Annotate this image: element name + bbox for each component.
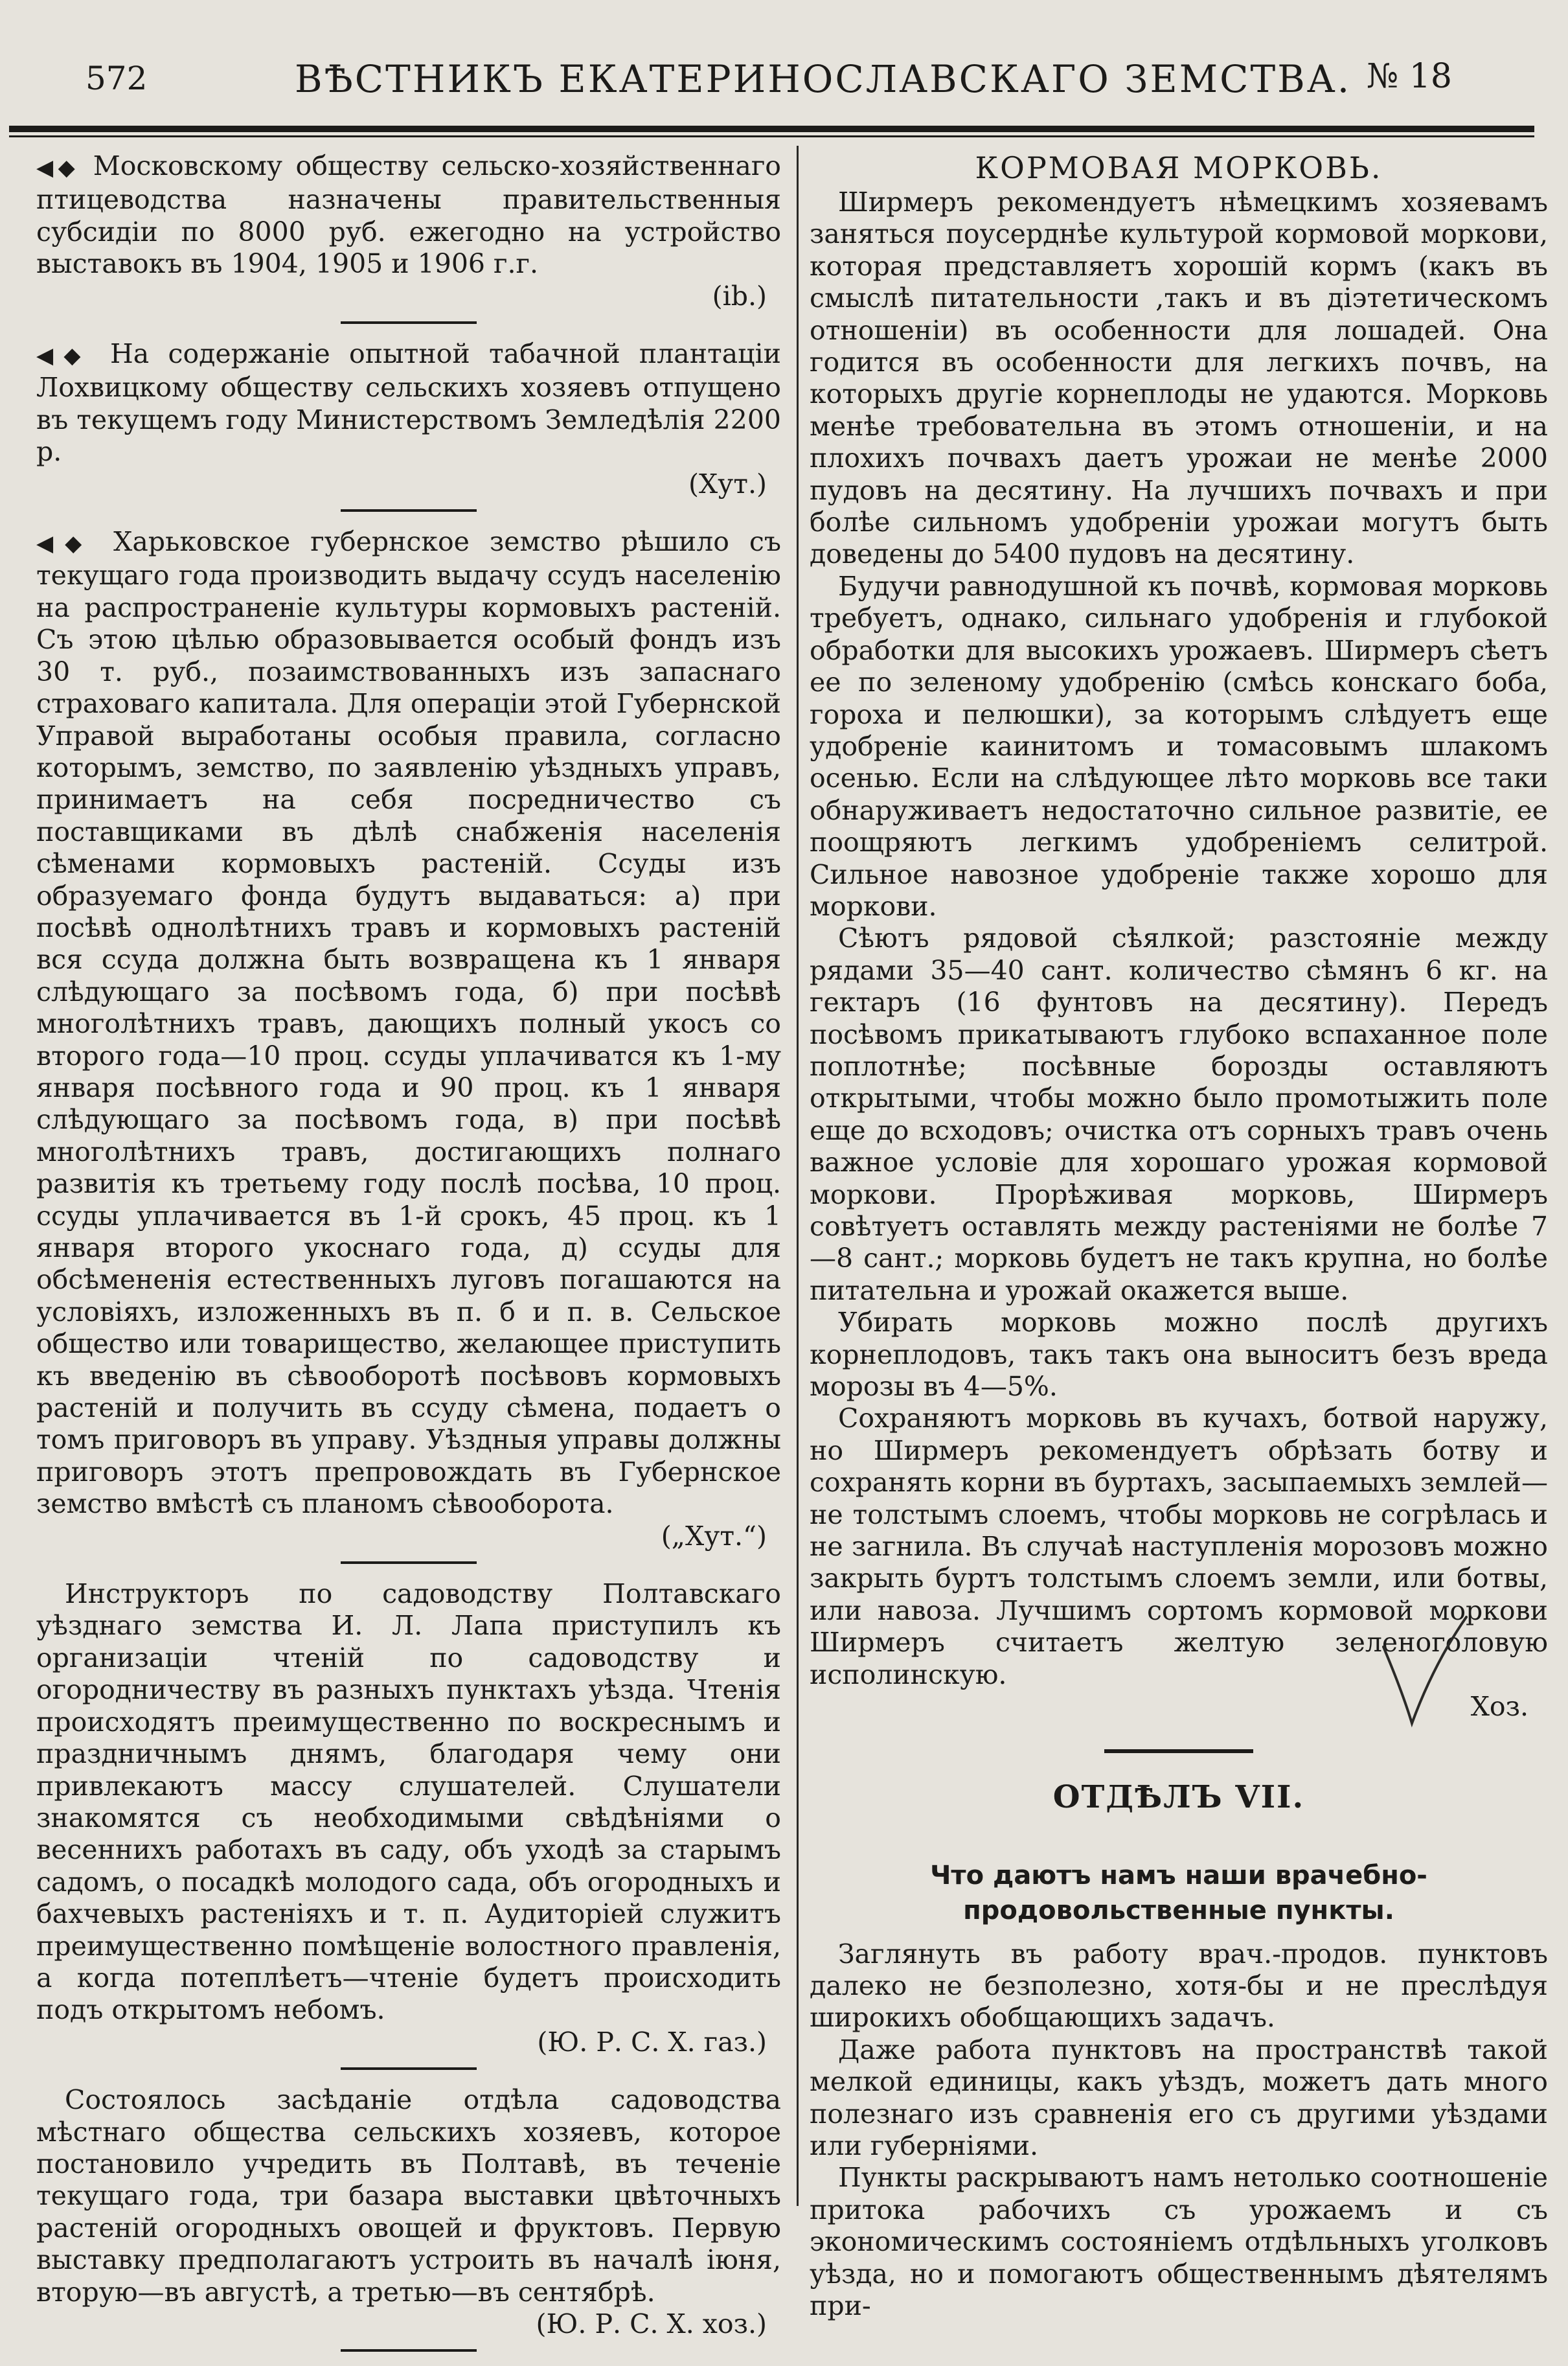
news-note [36, 526, 781, 1552]
pointing-hand-icon: ◀◆ [36, 531, 94, 557]
section-rule [1104, 1749, 1253, 1753]
paragraph-source: (Ю. Р. С. Х. хоз.) [536, 2308, 767, 2339]
subarticle-paragraph: Пункты раскрываютъ намъ нетолько соотношеніе притока рабочихъ съ урожаемъ и съ экономическимъ состояніемъ отдѣльныхъ уголковъ уѣзда, но и помогаютъ общественнымъ дѣятелямъ при- [810, 2162, 1548, 2321]
news-note [36, 338, 781, 500]
right-column [810, 150, 1548, 2322]
paragraph-text: Состоялось засѣданіе отдѣла садоводства мѣстнаго общества сельскихъ хозяевъ, которое постановило учредить въ Полтавѣ, въ теченіе текущаго года, три базара выставки цвѣточныхъ растеній огородныхъ овощей и фруктовъ. Первую выставку предполагаютъ устроить въ началѣ іюня, вторую—въ августѣ, а третью—въ сентябрѣ. [36, 2084, 781, 2308]
article-paragraph: Будучи равнодушной къ почвѣ, кормовая морковь требуетъ, однако, сильнаго удобренія и глубокой обработки для высокихъ урожаевъ. Ширмеръ сѣетъ ее по зеленому удобренію (смѣсь конскаго боба, гороха и пелюшки), за которымъ слѣдуетъ еще удобреніе каинитомъ и томасовымъ шлакомъ осенью. Если на слѣдующее лѣто морковь все таки обнаруживаетъ недостаточно сильное развитіе, ее поощряютъ легкимъ удобреніемъ селитрой. Сильное навозное удобреніе также хорошо для моркови. [810, 570, 1548, 922]
page-header [0, 0, 1568, 139]
article-signature: Хоз. [1470, 1691, 1528, 1723]
header-rule-thick [9, 126, 1534, 132]
news-note-text: Московскому обществу сельско-хозяйственнаго птицеводства назначены правительственныя субсидіи по 8000 руб. ежегодно на устройство выставокъ въ 1904, 1905 и 1906 г.г. [36, 150, 781, 280]
separator-rule [341, 321, 477, 324]
section-title: ОТДѢЛЪ VII. [1052, 1778, 1305, 1815]
news-note-text: Харьковское губернское земство рѣшило съ текущаго года производить выдачу ссудъ населенію на распространеніе культуры кормовыхъ растеній. Съ этою цѣлью образовывается особый фондъ изъ 30 т. руб., позаимствованныхъ изъ запаснаго страховаго капитала. Для операціи этой Губернской Управой выработаны особыя правила, согласно которымъ, земство, по заявленію уѣздныхъ управъ, принимаетъ на себя посредничество съ поставщиками въ дѣлѣ снабженія населенія сѣменами кормовыхъ растеній. Ссуды изъ образуемаго фонда будутъ выдаваться: а) при посѣвѣ однолѣтнихъ травъ и кормовыхъ растеній вся ссуда должна быть возвращена къ 1 января слѣдующаго за посѣвомъ года, б) при посѣвѣ многолѣтнихъ травъ, дающихъ полный укосъ со второго года—10 проц. ссуды уплачиватся къ 1-му января посѣвного года и 90 проц. къ 1 января слѣдующаго за посѣвомъ года, в) при посѣвѣ многолѣтнихъ травъ, достигающихъ полнаго развитія къ третьему году послѣ посѣва, 10 проц. ссуды уплачивается въ 1-й срокъ, 45 проц. къ 1 января второго укоснаго года, д) ссуды для обсѣмененія естественныхъ луговъ погашаются на условіяхъ, изложенныхъ въ п. б и п. в. Сельское общество или товарищество, желающее приступить къ введенію въ сѣвооборотѣ посѣвовъ кормовыхъ растеній и получить въ ссуду сѣмена, подаетъ о томъ приговоръ въ управу. Уѣздныя управы должны приговоръ этотъ препровождать въ Губернское земство вмѣстѣ съ планомъ сѣвооборота. [36, 526, 781, 1520]
issue-number: № 18 [1367, 57, 1452, 96]
paragraph [36, 2084, 781, 2340]
separator-rule [341, 509, 477, 512]
paragraph-source: (Ю. Р. С. Х. газ.) [537, 2026, 767, 2058]
handwritten-check-mark-icon [1380, 1613, 1470, 1730]
article-paragraph: Сѣютъ рядовой сѣялкой; разстояніе между рядами 35—40 сант. количество сѣмянъ 6 кг. на гектаръ (16 фунтовъ на десятину). Передъ посѣвомъ прикатываютъ глубоко вспаханное поле поплотнѣе; посѣвные борозды оставляютъ открытыми, чтобы можно было промотыжить поле еще до всходовъ; очистка отъ сорныхъ травъ очень важное условіе для хорошаго урожая кормовой моркови. Прорѣживая морковь, Ширмеръ совѣтуетъ оставлять между растеніями не болѣе 7—8 сант.; морковь будетъ не такъ крупна, но болѣе питательна и урожай окажется выше. [810, 923, 1548, 1306]
page-number: 572 [85, 60, 148, 97]
paragraph [36, 1578, 781, 2058]
news-note-source: (Хут.) [688, 468, 767, 500]
pointing-hand-icon: ◀◆ [36, 343, 91, 369]
paragraph-text: Инструкторъ по садоводству Полтавскаго уѣзднаго земства И. Л. Лапа приступилъ къ организаціи чтеній по садоводству и огородничеству въ разныхъ пунктахъ уѣзда. Чтенія происходятъ преимущественно по воскреснымъ и праздничнымъ днямъ, благодаря чему они привлекаютъ массу слушателей. Слушатели знакомятся съ необходимыми свѣдѣніями о весеннихъ работахъ въ саду, объ уходѣ за старымъ садомъ, о посадкѣ молодого сада, объ огородныхъ и бахчевыхъ растеніяхъ и т. п. Аудиторіей служитъ преимущественно помѣщеніе волостного правленія, а когда потеплѣетъ—чтеніе будетъ происходить подъ открытомъ небомъ. [36, 1578, 781, 2026]
separator-rule [341, 2067, 477, 2070]
header-rule-thin [9, 135, 1534, 137]
left-column [36, 150, 781, 2366]
subarticle-paragraph: Заглянуть въ работу врач.-продов. пунктовъ далеко не безполезно, хотя-бы и не преслѣдуя широкихъ обобщающихъ задачъ. [810, 1938, 1548, 2034]
pointing-hand-icon: ◀◆ [36, 155, 80, 181]
article-paragraph: Убирать морковь можно послѣ другихъ корнеплодовъ, такъ такъ она выноситъ безъ вреда морозы въ 4—5%. [810, 1307, 1548, 1403]
column-divider [797, 146, 799, 2206]
article-paragraph: Ширмеръ рекомендуетъ нѣмецкимъ хозяевамъ заняться поусерднѣе культурой кормовой моркови, которая представляетъ хорошій кормъ (какъ въ смыслѣ питательности ,такъ и въ діэтетическомъ отношеніи) въ особенности для лошадей. Она годится въ особенности для легкихъ почвъ, на которыхъ другіе корнеплоды не удаются. Морковь менѣе требовательна въ этомъ отношеніи, и на плохихъ почвахъ даетъ урожаи не менѣе 2000 пудовъ на десятину. На лучшихъ почвахъ и при болѣе сильномъ удобреніи урожаи могутъ быть доведены до 5400 пудовъ на десятину. [810, 187, 1548, 570]
subarticle-title: Что даютъ намъ наши врачебно-продовольственные пункты. [930, 1860, 1427, 1925]
subarticle-paragraph: Даже работа пунктовъ на пространствѣ такой мелкой единицы, какъ уѣздъ, можетъ дать много полезнаго изъ сравненія его съ другими уѣздами или губерніями. [810, 2034, 1548, 2161]
news-note-source: (ib.) [712, 280, 767, 312]
news-note [36, 150, 781, 312]
news-note-source: („Хут.“) [661, 1520, 767, 1552]
article-paragraph: Сохраняютъ морковь въ кучахъ, ботвой наружу, но Ширмеръ рекомендуетъ обрѣзать ботву и сохранять корни въ буртахъ, засыпаемыхъ землей—не толстымъ слоемъ, чтобы морковь не согрѣлась и не загнила. Въ случаѣ наступленія морозовъ можно закрыть буртъ толстымъ слоемъ земли, или ботвы, или навоза. Лучшимъ сортомъ кормовой моркови Ширмеръ считаетъ желтую зеленоголовую исполинскую. [810, 1403, 1548, 1690]
journal-title: ВѢСТНИКЪ ЕКАТЕРИНОСЛАВСКАГО ЗЕМСТВА. [295, 57, 1352, 101]
separator-rule [341, 2349, 477, 2352]
separator-rule [341, 1561, 477, 1564]
article-title: КОРМОВАЯ МОРКОВЬ. [975, 150, 1383, 185]
news-note-text: На содержаніе опытной табачной плантаціи Лохвицкому обществу сельскихъ хозяевъ отпущено въ текущемъ году Министерствомъ Земледѣлія 2200 р. [36, 338, 781, 468]
